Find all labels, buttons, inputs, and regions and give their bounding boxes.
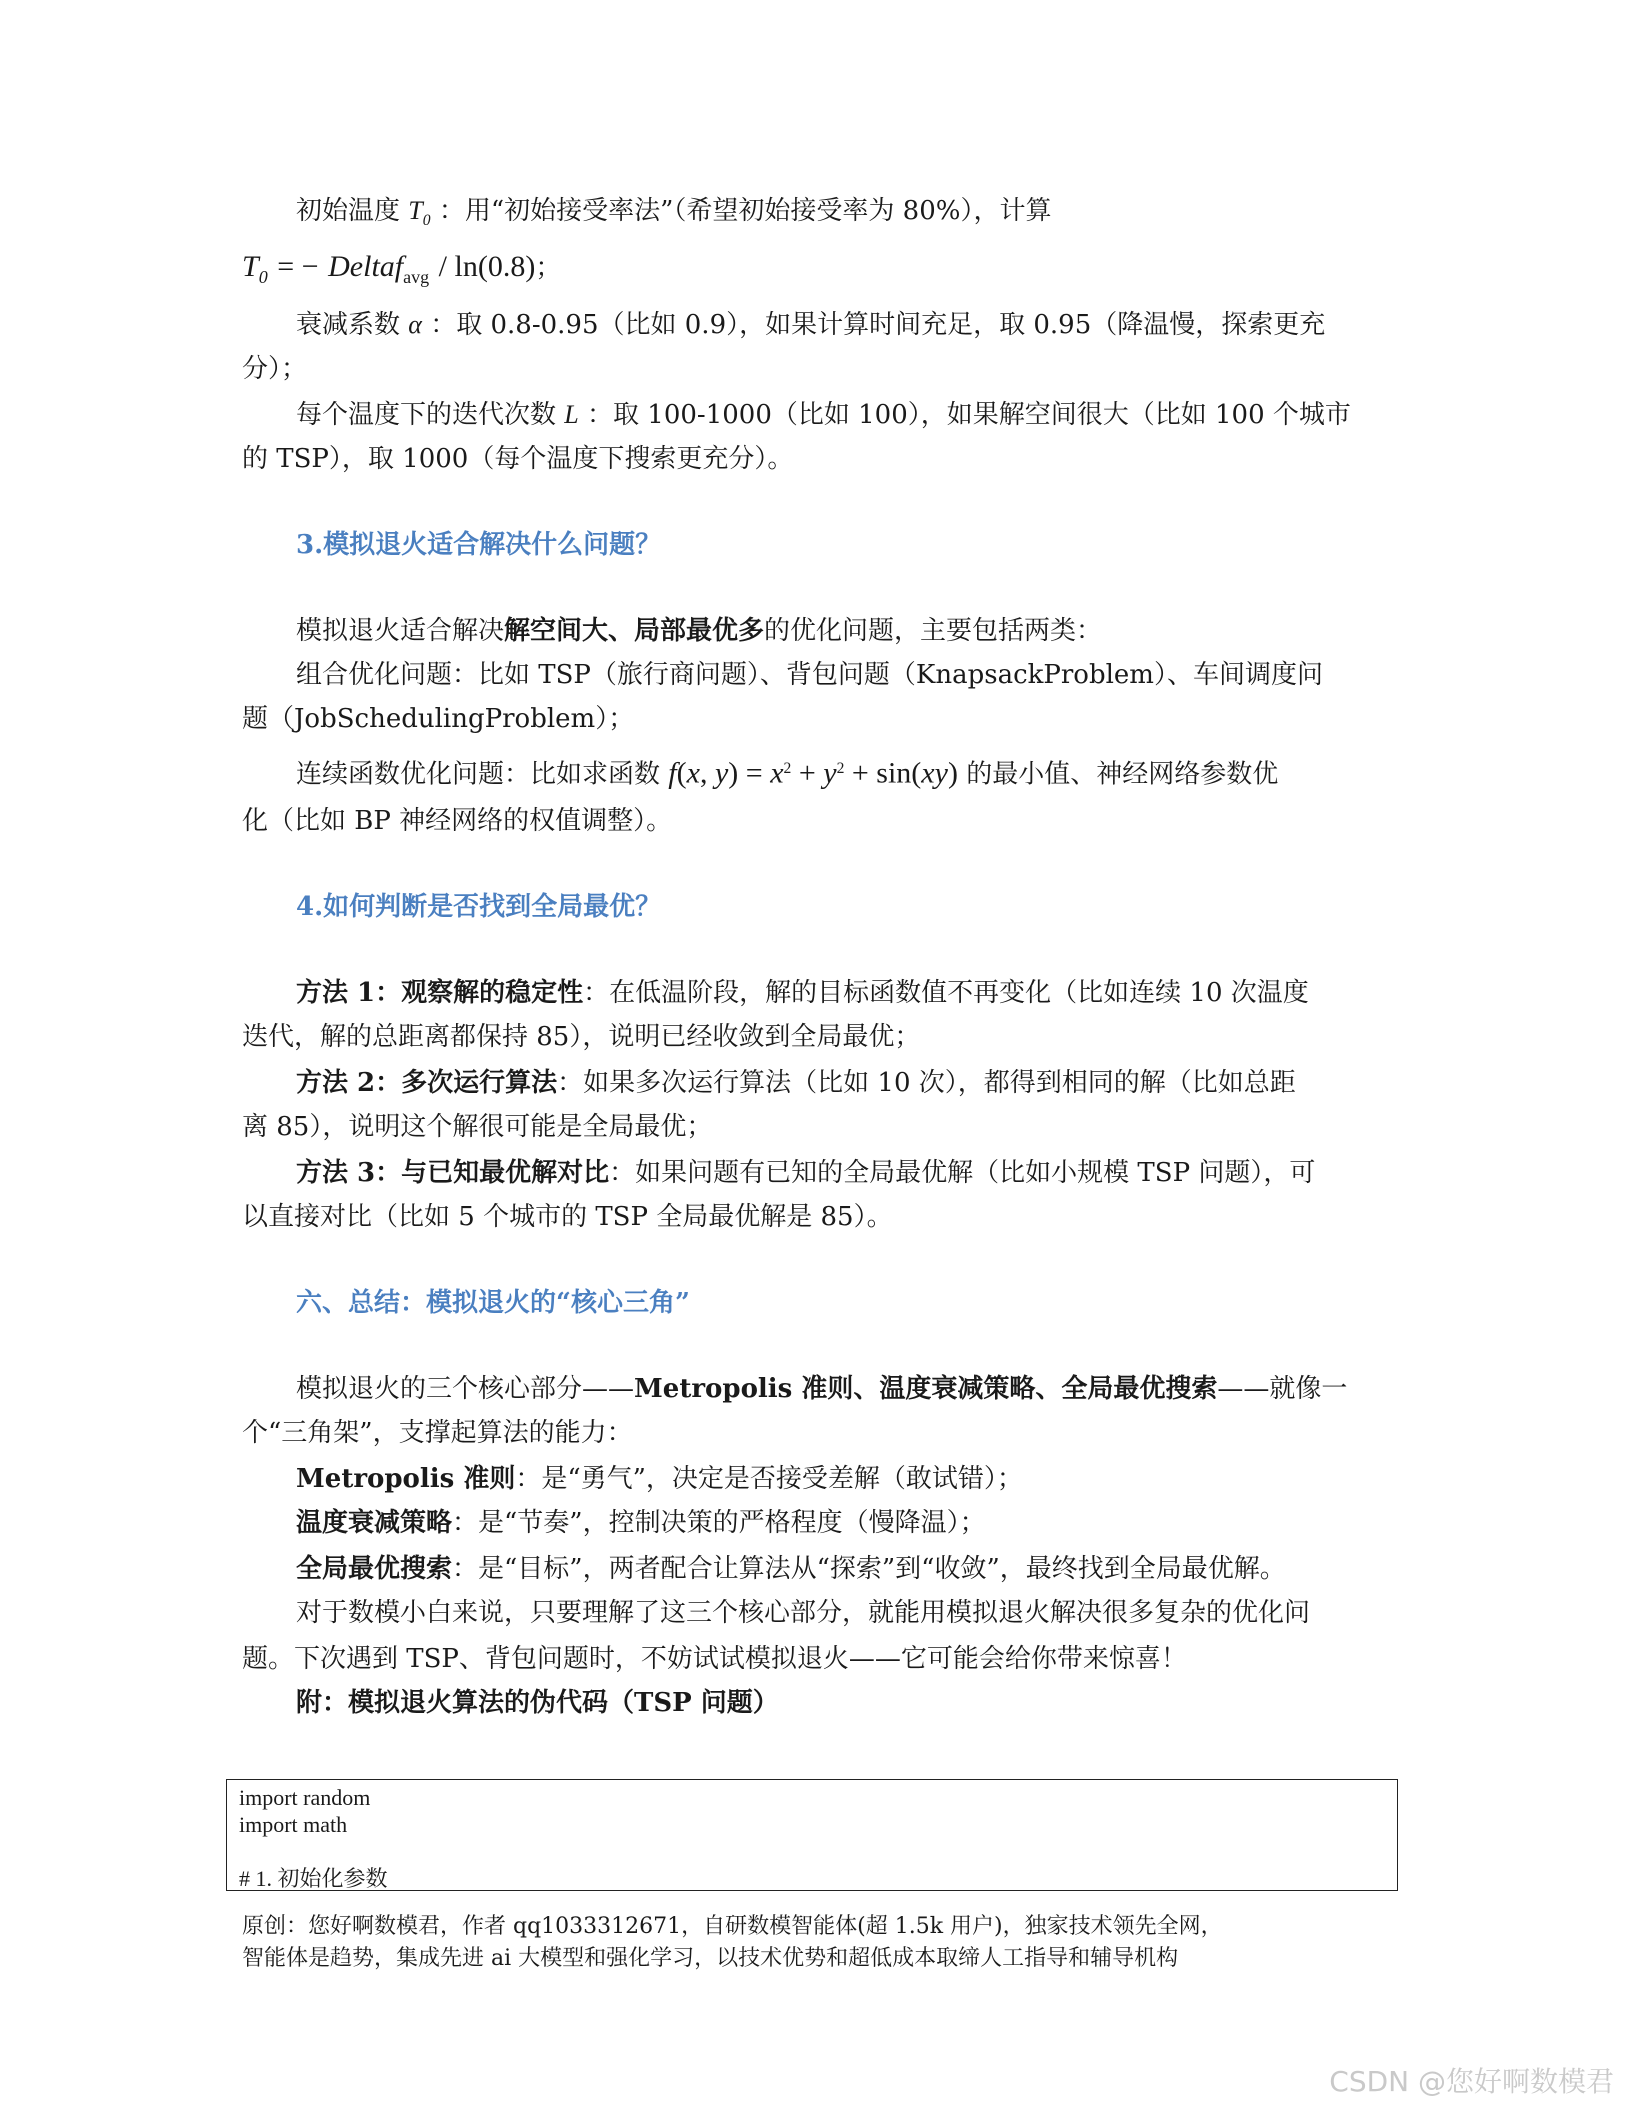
s4-m3-line2: 以直接对比（比如 5 个城市的 TSP 全局最优解是 85）。 [242,1202,893,1232]
t0-label-pre: 初始温度 [296,196,401,226]
L-symbol: L [564,400,579,429]
s4-m3 [296,1156,1315,1190]
s6-b3-bold: 全局最优搜索 [296,1554,453,1584]
s4-m2 [296,1066,1296,1100]
s4-m1-bold: 方法 1：观察解的稳定性 [296,978,584,1008]
s4-m3-post: ：如果问题有已知的全局最优解（比如小规模 TSP 问题），可 [609,1158,1316,1188]
code-block [226,1779,1398,1891]
L-label-post: ：取 100-1000（比如 100），如果解空间很大（比如 100 个城市 [587,400,1351,430]
s3-p2-line1: 组合优化问题：比如 TSP（旅行商问题）、背包问题（KnapsackProblem）、车间调度问 [296,660,1323,690]
s3-p1-pre: 模拟退火适合解决 [296,616,505,646]
s6-b3-post: ：是“目标”，两者配合让算法从“探索”到“收敛”，最终找到全局最优解。 [452,1554,1286,1584]
t0-label-post: ：用“初始接受率法”（希望初始接受率为 80%），计算 [438,196,1052,226]
t0-formula-end: ； [535,253,562,283]
csdn-watermark: CSDN @您好啊数模君 [1329,2065,1614,2098]
s6-b1-bold: Metropolis 准则 [296,1464,516,1494]
s4-m2-bold: 方法 2：多次运行算法 [296,1068,558,1098]
code-line-3: # 1. 初始化参数 [239,1866,388,1891]
footer-line-2: 智能体是趋势，集成先进 ai 大模型和强化学习，以技术优势和超低成本取缔人工指导和辅导机构 [242,1946,1179,1971]
s3-p2-line2: 题（JobSchedulingProblem）； [242,704,635,734]
heading-3: 3.模拟退火适合解决什么问题？ [296,530,662,560]
s6-b1-post: ：是“勇气”，决定是否接受差解（敢试错）； [515,1464,1023,1494]
heading-6: 六、总结：模拟退火的“核心三角” [296,1288,690,1318]
s3-p1-bold: 解空间大、局部最优多 [504,616,765,646]
s6-b2 [296,1506,986,1540]
s4-m2-post: ：如果多次运行算法（比如 10 次），都得到相同的解（比如总距 [557,1068,1296,1098]
alpha-line2: 分）； [242,354,308,384]
s6-p1-bold: Metropolis 准则、温度衰减策略、全局最优搜索 [634,1374,1218,1404]
alpha-label-pre: 衰减系数 [296,310,401,340]
code-line-1: import random [239,1785,371,1810]
s4-m1 [296,976,1309,1010]
s3-p3-line2: 化（比如 BP 神经网络的权值调整）。 [242,806,673,836]
heading-4: 4.如何判断是否找到全局最优？ [296,892,662,922]
L-line [296,398,1351,432]
s6-b2-post: ：是“节奏”，控制决策的严格程度（慢降温）； [452,1508,986,1538]
alpha-line [296,308,1325,342]
L-line2: 的 TSP），取 1000（每个温度下搜索更充分）。 [242,444,794,474]
s6-b1 [296,1462,1023,1496]
function-formula: f [668,756,677,790]
s4-m3-bold: 方法 3：与已知最优解对比 [296,1158,610,1188]
s6-p2-line1: 对于数模小白来说，只要理解了这三个核心部分，就能用模拟退火解决很多复杂的优化问 [296,1598,1311,1628]
s4-m1-post: ：在低温阶段，解的目标函数值不再变化（比如连续 10 次温度 [583,978,1309,1008]
s6-p1-post: ——就像一 [1217,1374,1348,1404]
s6-b3 [296,1552,1286,1586]
s6-p2-line2: 题。下次遇到 TSP、背包问题时，不妨试试模拟退火——它可能会给你带来惊喜！ [242,1644,1187,1674]
appendix-title: 附：模拟退火算法的伪代码（TSP 问题） [296,1688,779,1718]
alpha-label-post: ：取 0.8-0.95（比如 0.9），如果计算时间充足，取 0.95（降温慢，探索更充 [430,310,1326,340]
s3-p3-line1: 连续函数优化问题：比如求函数 f(x, $y) = x^2 + y^2 + \sin(xy)$ 的最小值、神经网络参数优 [296,756,1279,790]
s4-m2-line2: 离 85），说明这个解很可能是全局最优； [242,1112,713,1142]
s6-b2-bold: 温度衰减策略 [296,1508,453,1538]
alpha-symbol: α [408,310,422,339]
s3-p3-pre: 连续函数优化问题：比如求函数 [296,759,661,790]
s3-p1-post: 的优化问题，主要包括两类： [764,616,1103,646]
s6-p1-line2: 个“三角架”，支撑起算法的能力： [242,1418,633,1448]
s4-m1-line2: 迭代，解的总距离都保持 85），说明已经收敛到全局最优； [242,1022,921,1052]
t0-symbol: $T_0$ [408,196,431,230]
s6-p1 [296,1372,1347,1406]
footer-line-1: 原创：您好啊数模君，作者 qq1033312671，自研数模智能体(超 1.5k 用户)，独家技术领先全网， [242,1914,1223,1939]
s3-p1 [296,614,1102,648]
s6-p1-pre: 模拟退火的三个核心部分—— [296,1374,635,1404]
L-label-pre: 每个温度下的迭代次数 [296,400,557,430]
t0-formula: $T_0$ = − Deltaf$_{avg}$ / ln(0.8)； [242,250,562,287]
s3-p3-post: 的最小值、神经网络参数优 [966,759,1279,790]
code-line-2: import math [239,1812,348,1837]
t0-line [296,194,1051,238]
